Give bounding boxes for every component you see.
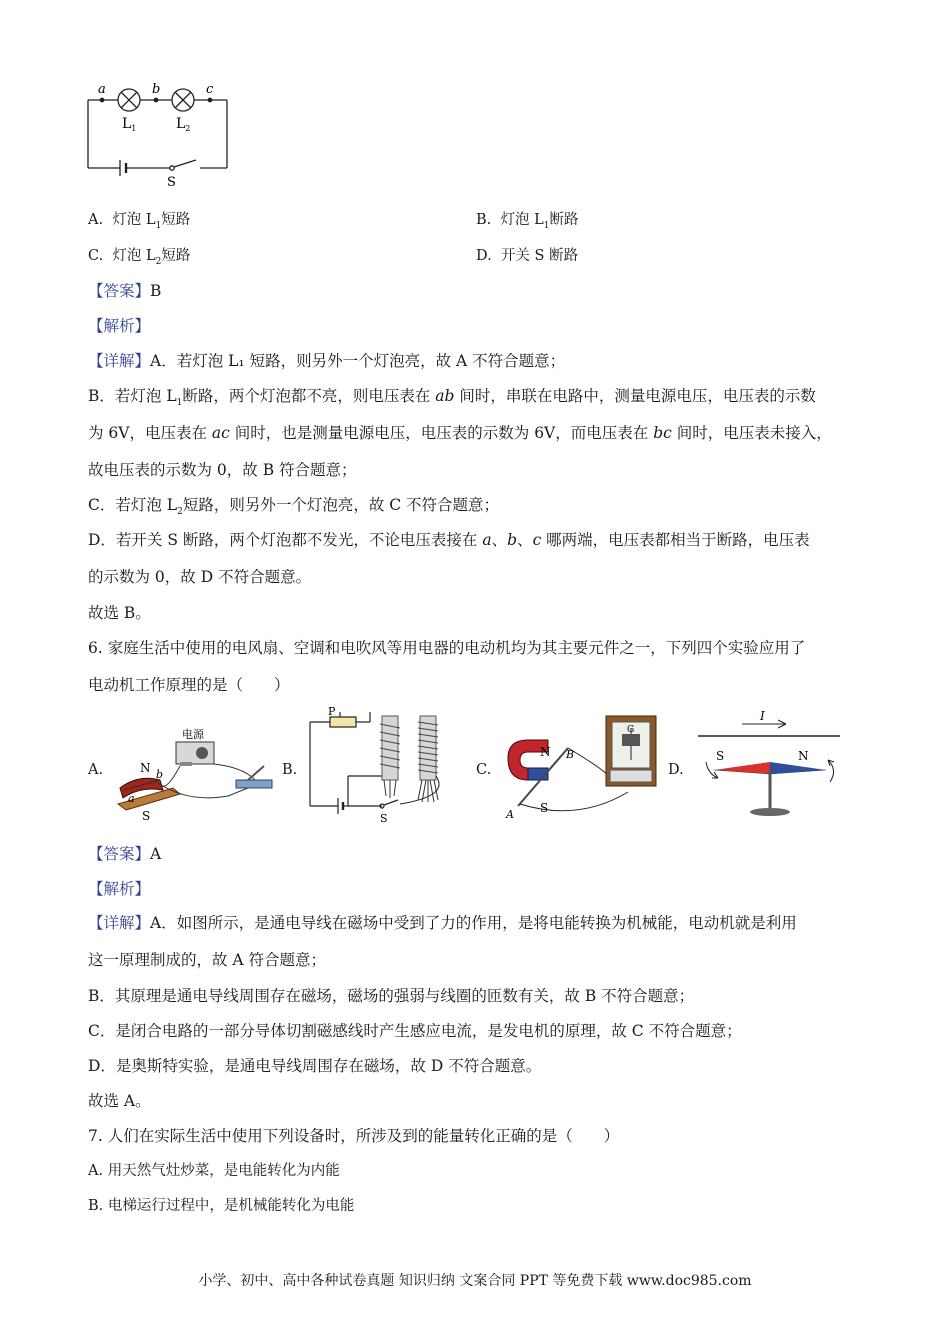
- fig-b-letter: B.: [282, 762, 298, 778]
- q6-detail-a1: 【详解】A．如图所示，是通电导线在磁场中受到了力的作用，是将电能转换为机械能，电动机就是利用: [88, 914, 797, 932]
- option-d: D. 开关 S 断路: [476, 248, 579, 264]
- q5-detail-d1: D．若开关 S 断路，两个灯泡都不发光，不论电压表接在 a、b、c 哪两端，电压表都相当于断路，电压表: [88, 531, 810, 549]
- fig-c-letter: C.: [476, 762, 492, 778]
- q5-conclusion: 故选 B。: [88, 604, 151, 622]
- fig-a-letter: A.: [88, 762, 104, 778]
- svg-text:S: S: [540, 801, 549, 815]
- point-c-label: c: [206, 82, 214, 97]
- svg-text:B: B: [566, 748, 575, 761]
- switch-label: S: [167, 175, 176, 190]
- q6-conclusion: 故选 A。: [88, 1092, 151, 1110]
- q6-detail-b: B．其原理是通电导线周围存在磁场，磁场的强弱与线圈的匝数有关，故 B 不符合题意；: [88, 987, 695, 1005]
- svg-text:N: N: [798, 749, 809, 763]
- svg-text:L1: $L_1$: [122, 116, 137, 133]
- fig-d-letter: D.: [668, 762, 684, 778]
- q6-detail-c: C．是闭合电路的一部分导体切割磁感线时产生感应电流，是发电机的原理，故 C 不符合题意；: [88, 1022, 742, 1040]
- q7-option-a: A. 用天然气灶炒菜，是电能转化为内能: [88, 1163, 340, 1179]
- q7-stem: 7. 人们在实际生活中使用下列设备时，所涉及到的能量转化正确的是（ ）: [88, 1127, 620, 1145]
- svg-text:N: N: [540, 745, 551, 759]
- svg-text:S: S: [380, 812, 388, 824]
- option-c: C. 灯泡 $L_2$短路: [88, 248, 191, 267]
- point-b-label: b: [152, 82, 161, 97]
- q5-detail-a: 【详解】A．若灯泡 L₁ 短路，则另外一个灯泡亮，故 A 不符合题意；: [88, 352, 566, 370]
- q5-answer: 【答案】B: [88, 282, 162, 300]
- figure-a-motor-experiment: [108, 728, 288, 823]
- svg-text:N: N: [140, 761, 151, 775]
- option-a: A. 灯泡 $L_1$短路: [88, 212, 191, 231]
- svg-text:G: G: [627, 725, 635, 735]
- point-a-label: a: [98, 82, 106, 97]
- q6-stem-line1: 6. 家庭生活中使用的电风扇、空调和电吹风等用电器的电动机均为其主要元件之一，下列四个实验应用了: [88, 639, 806, 657]
- option-b: B. 灯泡 $L_1$断路: [476, 212, 579, 231]
- q5-analysis-label: 【解析】: [88, 317, 151, 335]
- q6-detail-d: D．是奥斯特实验，是通电导线周围存在磁场，故 D 不符合题意。: [88, 1057, 542, 1075]
- svg-text:b: b: [156, 768, 164, 781]
- q5-detail-c: C．若灯泡 $L_2$短路，则另外一个灯泡亮，故 C 不符合题意；: [88, 496, 500, 518]
- q7-option-b: B. 电梯运行过程中，是机械能转化为电能: [88, 1198, 355, 1214]
- svg-text:S: S: [142, 809, 151, 823]
- q5-detail-b2: 为 6V，电压表在 ac 间时，也是测量电源电压，电压表的示数为 6V，而电压表在 bc 间时，电压表未接入，: [88, 424, 832, 442]
- svg-text:a: a: [128, 792, 135, 805]
- svg-text:S: S: [716, 749, 725, 763]
- figure-c-generator-experiment: [498, 712, 668, 820]
- page-footer: 小学、初中、高中各种试卷真题 知识归纳 文案合同 PPT 等免费下载 www.doc985.com: [198, 1273, 752, 1289]
- svg-text:P: P: [328, 706, 336, 718]
- q5-detail-b3: 故电压表的示数为 0，故 B 符合题意；: [88, 461, 357, 479]
- figure-b-electromagnet-experiment: [300, 706, 460, 824]
- q6-stem-line2: 电动机工作原理的是（ ）: [88, 676, 290, 694]
- svg-text:I: I: [760, 709, 765, 723]
- q5-detail-d2: 的示数为 0，故 D 不符合题意。: [88, 568, 312, 586]
- svg-text:A: A: [506, 808, 514, 820]
- svg-text:L2: $L_2$: [176, 116, 191, 133]
- circuit-diagram-series-lamps: [80, 82, 240, 192]
- svg-text:电源: 电源: [182, 728, 204, 741]
- q6-detail-a2: 这一原理制成的，故 A 符合题意；: [88, 951, 327, 969]
- q6-analysis-label: 【解析】: [88, 880, 151, 898]
- q5-detail-b1: B．若灯泡 $L_1$断路，两个灯泡都不亮，则电压表在 ab 间时，串联在电路中，测量电源电压，电压表的示数: [88, 387, 816, 409]
- q6-answer: 【答案】A: [88, 845, 162, 863]
- figure-d-oersted-experiment: [690, 708, 850, 820]
